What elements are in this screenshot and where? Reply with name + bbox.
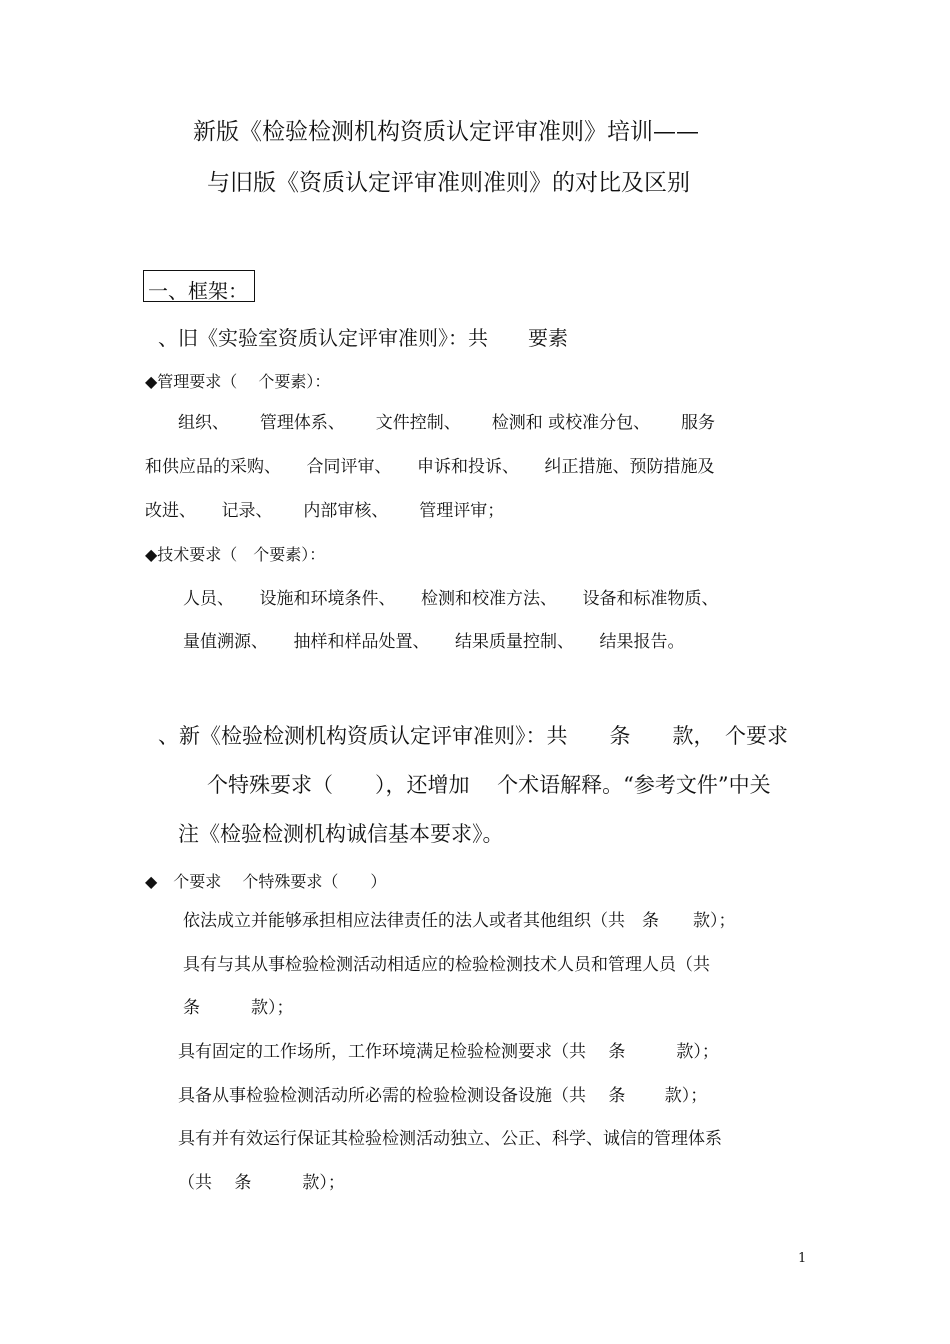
- requirement-line-1: 依法成立并能够承担相应法律责任的法人或者其他组织（共 条 款）；: [183, 911, 736, 931]
- doc-title-line-1: 新版《检验检测机构资质认定评审准则》培训——: [193, 119, 699, 145]
- technical-requirements-header: ◆技术要求（ 个要素）：: [145, 545, 326, 564]
- management-line-3: 改进、 记录、 内部审核、 管理评审；: [145, 501, 505, 521]
- technical-line-1: 人员、 设施和环境条件、 检测和校准方法、 设备和标准物质、: [183, 589, 719, 609]
- new-standard-intro-line-2: 个特殊要求（ ），还增加 个术语解释。“参考文件”中关: [207, 773, 771, 797]
- requirements-header: ◆ 个要求 个特殊要求（ ）: [145, 872, 387, 891]
- management-line-2: 和供应品的采购、 合同评审、 申诉和投诉、 纠正措施、预防措施及: [145, 457, 715, 477]
- management-requirements-header: ◆管理要求（ 个要素）：: [145, 372, 331, 391]
- technical-line-2: 量值溯源、 抽样和样品处置、 结果质量控制、 结果报告。: [183, 632, 685, 652]
- requirement-line-3: 条 款）；: [183, 998, 294, 1018]
- section-heading-box: [143, 270, 255, 302]
- management-line-1: 组织、 管理体系、 文件控制、 检测和 或校准分包、 服务: [178, 413, 716, 433]
- requirement-line-7: （共 条 款）；: [178, 1173, 345, 1193]
- new-standard-intro-line-1: 、新《检验检测机构资质认定评审准则》：共 条 款， 个要求: [158, 724, 788, 748]
- doc-title-line-2: 与旧版《资质认定评审准则准则》的对比及区别: [207, 170, 690, 196]
- section-heading: 一、框架：: [148, 279, 248, 303]
- page-number: 1: [798, 1251, 807, 1266]
- requirement-line-6: 具有并有效运行保证其检验检测活动独立、公正、科学、诚信的管理体系: [178, 1129, 722, 1149]
- requirement-line-4: 具有固定的工作场所，工作环境满足检验检测要求（共 条 款）；: [178, 1042, 719, 1062]
- new-standard-intro-line-3: 注《检验检测机构诚信基本要求》。: [178, 822, 504, 846]
- requirement-line-2: 具有与其从事检验检测活动相适应的检验检测技术人员和管理人员（共: [183, 955, 710, 975]
- requirement-line-5: 具备从事检验检测活动所必需的检验检测设备设施（共 条 款）；: [178, 1086, 708, 1106]
- old-standard-intro: 、旧《实验室资质认定评审准则》：共 要素: [158, 326, 568, 350]
